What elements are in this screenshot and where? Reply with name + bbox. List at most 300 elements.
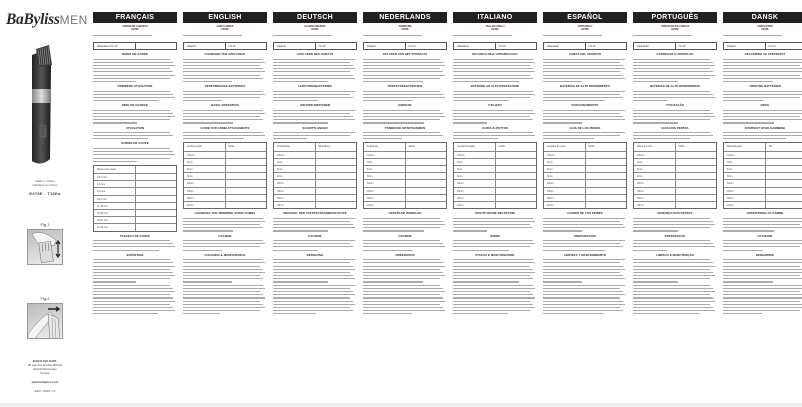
body-text-line [93, 110, 170, 111]
product-type: CORTADOR DE CABELO [660, 25, 690, 28]
section-heading: OPLADEN VAN HET APPARAAT [382, 52, 428, 57]
body-text-line [363, 285, 440, 286]
section-heading: HYGIENE [218, 233, 232, 238]
body-text-line [363, 110, 440, 111]
body-text-line [543, 138, 594, 139]
body-text-line [183, 110, 263, 111]
body-text-line [363, 243, 443, 244]
adapter-voltage: CA 10 [675, 43, 717, 49]
product-type: TONDEUSE [398, 25, 412, 28]
section-heading: BATTERIE AD ALTE PRESTAZIONI [470, 84, 520, 88]
body-text-line [273, 113, 350, 114]
body-text-line [273, 132, 355, 133]
section-heading: TONDEUSE OPZETKAMMEN [384, 125, 426, 130]
table-row: 9mm [634, 172, 716, 179]
body-text-line [273, 250, 318, 251]
intro-text [363, 35, 422, 36]
adapter-label: Adaptador [547, 45, 559, 49]
body-text-line [363, 81, 423, 82]
body-text-line [633, 269, 710, 270]
body-text-line [453, 75, 530, 76]
section-heading: PREPARACIÓN [574, 233, 596, 238]
website-link[interactable]: www.babyliss.com [31, 380, 59, 384]
body-text-line [93, 250, 159, 251]
adapter-spec-table [93, 42, 177, 50]
body-text-line [273, 278, 355, 279]
body-text-line [183, 250, 222, 251]
section-heading: TABLEAU DE COUPE [119, 233, 151, 238]
adapter-spec-table [633, 42, 717, 50]
body-text-line [273, 294, 355, 295]
body-text-line [453, 81, 519, 82]
body-text-line [183, 272, 265, 273]
table-row: 18mm [724, 194, 802, 201]
body-text-line [453, 122, 487, 123]
body-text-line [543, 227, 625, 228]
section-heading: GUIDES DE COUPE [121, 141, 149, 146]
table-header-row: Hauteur de coupe [94, 166, 176, 173]
body-text-line [183, 91, 263, 92]
body-text-line [633, 313, 699, 314]
body-text-line [273, 110, 355, 111]
body-text-line [273, 288, 350, 289]
body-text-line [93, 281, 136, 282]
table-header-row: Longitud de corte Modo [544, 143, 626, 150]
body-text-line [273, 135, 350, 136]
body-text-line [273, 291, 353, 292]
body-text-line [183, 221, 265, 222]
body-text-line [363, 227, 440, 228]
table-row: 12mm [454, 179, 536, 186]
section-heading: UTILIZAÇÃO [666, 103, 684, 108]
section-heading: CHANGING THE TRIMMING GUIDE COMBS [194, 211, 256, 216]
section-heading: GUIDA AI PETTINI [482, 125, 508, 130]
body-text-line [633, 224, 715, 225]
table-row: 0.5mm [544, 151, 626, 158]
adapter-spec-table [273, 42, 357, 50]
body-text-line [183, 269, 263, 270]
section-heading: WECHSEL DER AUFSTECKKAMMAUFSÄTZE [283, 211, 347, 216]
body-text-line [633, 285, 710, 286]
body-text-line [633, 262, 713, 263]
body-text-line [363, 307, 443, 308]
body-text-line [183, 278, 263, 279]
body-text-line [453, 100, 509, 101]
body-text-line [183, 259, 263, 260]
section-heading: SOSTITUZIONE DEI PETTINI [474, 211, 515, 216]
body-text-line [363, 262, 443, 263]
body-text-line [363, 224, 445, 225]
body-text-line [363, 272, 443, 273]
body-text-line [363, 259, 440, 260]
language-header: ITALIANO [453, 12, 537, 23]
body-text-line [453, 307, 535, 308]
body-text-line [453, 275, 530, 276]
section-heading: OPZETKAM WISSELEN [388, 211, 422, 216]
body-text-line [183, 122, 233, 123]
body-text-line [453, 59, 533, 60]
body-text-line [273, 65, 353, 66]
body-text-line [633, 281, 678, 282]
table-row: 3mm [544, 158, 626, 165]
body-text-line [723, 65, 800, 66]
body-text-line [453, 304, 533, 305]
table-row: 9mm [184, 172, 266, 179]
section-heading: MUDANÇA DOS PENTES [657, 211, 693, 216]
body-text-line [453, 262, 535, 263]
section-heading: CLEANING & MAINTENANCE [204, 252, 246, 257]
body-text-line [543, 135, 620, 136]
body-text-line [363, 97, 445, 98]
model-code: E978E [221, 28, 229, 31]
body-text-line [93, 304, 170, 305]
body-text-line [183, 301, 260, 302]
body-text-line [723, 110, 802, 111]
body-text-line [93, 266, 175, 267]
table-row: 21mm [184, 201, 266, 208]
body-text-line [543, 78, 625, 79]
body-text-line [723, 275, 800, 276]
body-text-line [453, 113, 535, 114]
body-text-line [543, 132, 625, 133]
body-text-line [543, 243, 620, 244]
body-text-line [93, 59, 170, 60]
intro-text [723, 35, 782, 36]
table-row: 21mm [634, 201, 716, 208]
body-text-line [633, 221, 713, 222]
language-header: DEUTSCH [273, 12, 357, 23]
body-text-line [723, 224, 800, 225]
body-text-line [633, 81, 678, 82]
section-heading: ONDERHOUD [395, 252, 415, 257]
body-text-line [273, 266, 353, 267]
body-text-line [273, 269, 355, 270]
body-text-line [633, 116, 715, 117]
language-header: ESPAÑOL [543, 12, 627, 23]
body-text-line [633, 59, 710, 60]
table-row: 9mm [274, 172, 356, 179]
table-row: 0.5mm [724, 151, 802, 158]
section-heading: FUNCIONAMIENTO [571, 103, 599, 108]
body-text-line [723, 91, 802, 92]
section-heading: PREMIÈRE UTILISATION [117, 84, 153, 88]
body-text-line [93, 278, 170, 279]
language-header: NEDERLANDS [363, 12, 447, 23]
body-text-line [363, 294, 440, 295]
adapter-spec-table [183, 42, 267, 50]
body-text-line [273, 240, 355, 241]
section-heading: RICARICA DELL'APPARECCHIO [472, 52, 518, 57]
body-text-line [723, 250, 763, 251]
body-text-line [453, 110, 533, 111]
body-text-line [453, 65, 530, 66]
body-text-line [723, 119, 802, 120]
body-text-line [183, 132, 263, 133]
body-text-line [633, 138, 690, 139]
body-text-line [453, 221, 535, 222]
body-text-line [453, 266, 530, 267]
body-text-line [633, 94, 713, 95]
table-row: 3mm [454, 158, 536, 165]
body-text-line [543, 94, 620, 95]
body-text-line [273, 227, 355, 228]
table-header-row: Lunghezza taglio Livello [454, 143, 536, 150]
body-text-line [273, 259, 355, 260]
body-text-line [543, 240, 625, 241]
hair-clipper-image [27, 41, 53, 169]
body-text-line [183, 119, 263, 120]
body-text-line [93, 158, 170, 159]
table-row: 3mm [724, 158, 802, 165]
body-text-line [93, 138, 148, 139]
section-heading: GEBRUIK [398, 103, 412, 108]
body-text-line [723, 304, 802, 305]
body-text-line [93, 291, 175, 292]
body-text-line [633, 288, 713, 289]
body-text-line [273, 243, 350, 244]
body-text-line [183, 288, 265, 289]
body-text-line [633, 240, 710, 241]
body-text-line [93, 307, 173, 308]
intro-text [633, 35, 692, 36]
body-text-line [183, 297, 265, 298]
body-text-line [93, 100, 159, 101]
body-text-line [93, 297, 173, 298]
language-column-français [93, 12, 177, 400]
section-heading: OPLADNING AF APPARATET [744, 52, 786, 57]
product-type: HAARSCHNEIDER [304, 25, 326, 28]
adapter-voltage [135, 43, 177, 49]
adapter-spec-table [543, 42, 627, 50]
body-text-line [273, 307, 350, 308]
body-text-line [93, 161, 137, 162]
body-text-line [723, 278, 802, 279]
table-row: 0.5mm [454, 151, 536, 158]
body-text-line [453, 138, 498, 139]
body-text-line [543, 75, 623, 76]
section-heading: CARREGAR O APARELHO [656, 52, 694, 57]
table-row: 3mm [274, 158, 356, 165]
made-in-label: Made in China Fabriqué en Chine [32, 179, 58, 187]
table-row: 15mm [724, 187, 802, 194]
body-text-line [453, 132, 533, 133]
body-text-line [273, 59, 355, 60]
body-text-line [273, 91, 355, 92]
body-text-line [543, 224, 623, 225]
body-text-line [183, 275, 260, 276]
table-row: 15-18 mm [94, 209, 176, 216]
body-text-line [633, 301, 715, 302]
body-text-line [633, 259, 710, 260]
adapter-voltage: CA 10 [225, 43, 267, 49]
table-row: 3-6 mm [94, 180, 176, 187]
body-text-line [183, 266, 260, 267]
adapter-label: Adaptador [637, 45, 649, 49]
section-heading: BATERÍAS DE ALTO RENDIMIENTO [560, 84, 610, 88]
language-column-english [183, 12, 267, 400]
body-text-line [543, 301, 623, 302]
table-row: 15mm [454, 187, 536, 194]
body-text-line [633, 246, 715, 247]
body-text-line [453, 62, 535, 63]
table-row: 21mm [454, 201, 536, 208]
product-type: TAGLIACAPELLI [485, 25, 505, 28]
body-text-line [363, 68, 440, 69]
body-text-line [183, 59, 263, 60]
section-heading: MISES EN GARDE [122, 52, 148, 57]
section-heading: BRUG [760, 103, 770, 108]
body-text-line [543, 310, 623, 311]
product-type: HÅRKLIPPER [757, 25, 773, 28]
body-text-line [543, 285, 625, 286]
body-text-line [633, 304, 710, 305]
section-heading: GUÍA DE LOS PEINES [569, 125, 601, 130]
body-text-line [183, 75, 260, 76]
body-text-line [633, 91, 710, 92]
body-text-line [363, 116, 445, 117]
body-text-line [273, 75, 353, 76]
fig2-illustration [27, 303, 63, 339]
body-text-line [633, 71, 713, 72]
cutting-length-table [93, 165, 177, 232]
body-text-line [453, 230, 487, 231]
language-header: DANSK [723, 12, 802, 23]
body-text-line [363, 250, 413, 251]
body-text-line [183, 65, 260, 66]
language-header: FRANÇAIS [93, 12, 177, 23]
body-text-line [183, 138, 244, 139]
table-row: 21mm [364, 201, 446, 208]
table-row: 3mm [634, 158, 716, 165]
table-row: 9mm [544, 172, 626, 179]
section-heading: IGIENE [489, 233, 501, 238]
language-header: PORTUGUÊS [633, 12, 717, 23]
model-code: E978E [131, 28, 139, 31]
body-text-line [633, 218, 710, 219]
language-column-nederlands [363, 12, 447, 400]
body-text-line [93, 116, 175, 117]
adapter-label: Adapter [277, 45, 287, 49]
body-text-line [543, 291, 623, 292]
body-text-line [273, 71, 350, 72]
body-text-line [543, 246, 623, 247]
body-text-line [723, 272, 802, 273]
body-text-line [543, 307, 620, 308]
body-text-line [723, 281, 773, 282]
language-column-dansk [723, 12, 802, 400]
body-text-line [633, 297, 713, 298]
body-text-line [363, 113, 443, 114]
body-text-line [453, 94, 535, 95]
section-heading: PULIZIA E MANUTENZIONE [475, 252, 515, 257]
body-text-line [453, 269, 533, 270]
body-text-line [183, 307, 265, 308]
table-row: 6mm [724, 165, 802, 172]
body-text-line [363, 218, 440, 219]
section-heading: HYGIËNE [398, 233, 412, 238]
babyliss-logo [6, 11, 88, 29]
body-text-line [543, 269, 625, 270]
adapter-label: Adapter [727, 45, 737, 49]
body-text-line [363, 65, 445, 66]
body-text-line [633, 250, 667, 251]
section-heading: LIMPIEZA Y MANTENIMIENTO [563, 252, 607, 257]
body-text-line [273, 221, 350, 222]
body-text-line [93, 71, 173, 72]
body-text-line [633, 307, 713, 308]
body-text-line [723, 285, 802, 286]
body-text-line [453, 218, 533, 219]
body-text-line [543, 110, 625, 111]
body-text-line [363, 281, 423, 282]
table-row: 12mm [634, 179, 716, 186]
body-text-line [183, 243, 265, 244]
body-text-line [543, 266, 623, 267]
adapter-spec-table [363, 42, 447, 50]
body-text-line [543, 81, 582, 82]
body-text-line [633, 122, 678, 123]
body-text-line [93, 246, 175, 247]
language-column-português [633, 12, 717, 400]
body-text-line [363, 122, 424, 123]
body-text-line [93, 240, 170, 241]
table-row: 12mm [184, 179, 266, 186]
body-text-line [543, 281, 582, 282]
body-text-line [723, 100, 763, 101]
body-text-line [543, 113, 620, 114]
body-text-line [723, 313, 762, 314]
body-text-line [543, 62, 620, 63]
fig1-label: Fig.1 [40, 222, 50, 227]
body-text-line [93, 259, 170, 260]
body-text-line [633, 227, 710, 228]
body-text-line [363, 246, 445, 247]
section-heading: BASIC OPERATION [211, 103, 239, 108]
table-row: 6mm [364, 165, 446, 172]
body-text-line [543, 230, 582, 231]
model-code: E978E [401, 28, 409, 31]
body-text-line [273, 297, 350, 298]
section-heading: GUIDE FOR COMB ATTACHMENTS [200, 125, 250, 130]
body-text-line [723, 266, 800, 267]
adapter-spec-table [453, 42, 537, 50]
intro-text [453, 35, 512, 36]
table-row: 21mm [724, 201, 802, 208]
body-text-line [363, 138, 402, 139]
section-heading: LIMPEZA E MANUTENÇÃO [656, 252, 694, 257]
fig1-illustration [27, 229, 63, 265]
body-text-line [363, 304, 440, 305]
section-heading: PREPARAÇÃO [664, 233, 686, 238]
table-row: 18mm [454, 194, 536, 201]
table-row: 12-15 mm [94, 202, 176, 209]
body-text-line [363, 221, 443, 222]
body-text-line [363, 62, 443, 63]
body-text-line [363, 75, 445, 76]
body-text-line [723, 68, 802, 69]
body-text-line [183, 113, 265, 114]
company-address: 99 avenue Aristide Briand 92120 Montrouge France [27, 363, 63, 375]
body-text-line [723, 138, 786, 139]
body-text-line [723, 246, 800, 247]
model-code: E978E [581, 28, 589, 31]
cutting-length-table [723, 142, 802, 209]
body-text-line [183, 227, 263, 228]
cutting-length-table [273, 142, 357, 209]
table-row: 6mm [184, 165, 266, 172]
body-text-line [273, 262, 350, 263]
section-heading: LEISTUNGSBATTERIEN [298, 84, 332, 88]
